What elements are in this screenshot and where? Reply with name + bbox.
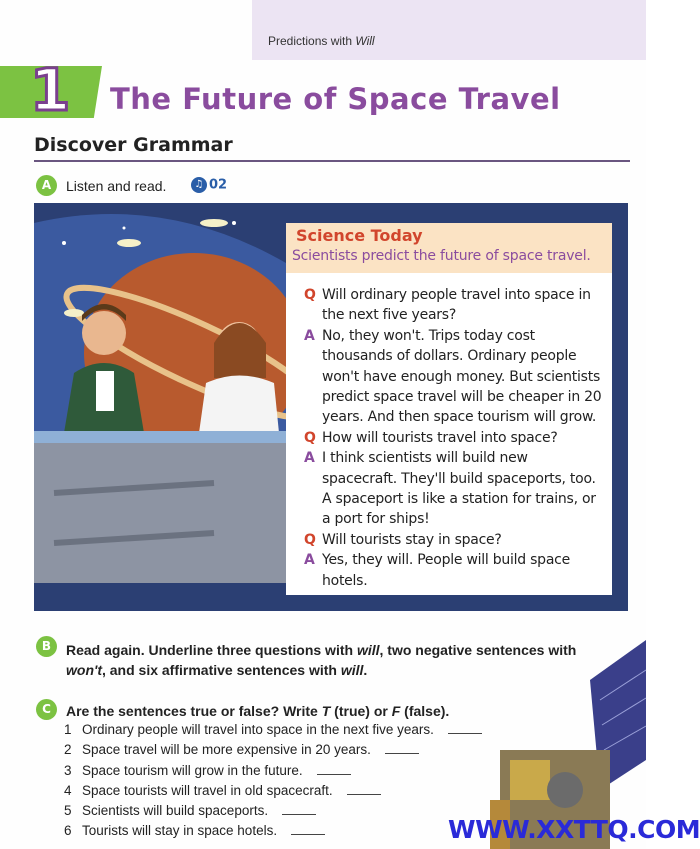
list-item: 5 Scientists will build spaceports. bbox=[64, 803, 484, 823]
list-item: 2 Space travel will be more expensive in 20 years. bbox=[64, 742, 484, 762]
answer-blank[interactable] bbox=[282, 805, 316, 815]
answer-mark-label: A bbox=[304, 450, 315, 467]
qa-line: A I think scientists will build new spacecraft. They'll build spaceports, too. A spaceport is like a station for trains, or a port for ships! bbox=[304, 450, 596, 528]
qa-line: A No, they won't. Trips today cost thousands of dollars. Ordinary people won't have enough money. But scientists predict space travel will be cheaper in 20 years. And then space tourism will grow. bbox=[304, 327, 602, 426]
answer-blank[interactable] bbox=[347, 785, 381, 795]
answer-blank[interactable] bbox=[317, 765, 351, 775]
qa-line: Q Will ordinary people travel into space in the next five years? bbox=[304, 287, 591, 324]
answer-blank[interactable] bbox=[291, 825, 325, 835]
section-title: Discover Grammar bbox=[34, 134, 233, 156]
qa-line: Q How will tourists travel into space? bbox=[304, 428, 604, 448]
reading-title: Science Today bbox=[296, 226, 423, 245]
question-mark-label: Q bbox=[304, 287, 316, 303]
exercise-c-instruction: Are the sentences true or false? Write T (true) or F (false). bbox=[66, 703, 450, 719]
space-scene-illustration bbox=[34, 203, 286, 611]
list-item: 4 Space tourists will travel in old spacecraft. bbox=[64, 783, 484, 803]
question-mark-label: Q bbox=[304, 531, 316, 548]
list-item: 1 Ordinary people will travel into space in the next five years. bbox=[64, 722, 484, 742]
interview-text bbox=[304, 285, 604, 591]
audio-track-number: 02 bbox=[209, 177, 228, 193]
reading-passage bbox=[286, 223, 612, 595]
answer-mark-label: A bbox=[304, 327, 315, 344]
answer-mark-label: A bbox=[304, 552, 315, 569]
list-item: 6 Tourists will stay in space hotels. bbox=[64, 823, 484, 843]
exercise-a-instruction: Listen and read. bbox=[66, 178, 167, 194]
exercise-a-badge: A bbox=[36, 175, 57, 196]
header-band bbox=[252, 0, 646, 60]
qa-line: Q Will tourists stay in space? bbox=[304, 530, 604, 550]
reading-header bbox=[286, 223, 612, 273]
watermark-text: WWW.XXTTQ.COM bbox=[448, 815, 700, 844]
answer-blank[interactable] bbox=[385, 744, 419, 754]
header-label: Predictions with Will bbox=[268, 34, 375, 48]
exercise-b-badge: B bbox=[36, 636, 57, 657]
audio-track-button[interactable] bbox=[191, 177, 227, 193]
exercise-c-badge: C bbox=[36, 699, 57, 720]
qa-line: A Yes, they will. People will build space hotels. bbox=[304, 552, 570, 589]
audio-icon: ♫ bbox=[191, 177, 207, 193]
list-item: 3 Space tourism will grow in the future. bbox=[64, 763, 484, 783]
question-mark-label: Q bbox=[304, 429, 316, 446]
reading-subtitle: Scientists predict the future of space travel. bbox=[292, 248, 591, 264]
section-divider bbox=[34, 160, 630, 162]
illustration-panel bbox=[34, 203, 628, 611]
true-false-list bbox=[64, 722, 484, 844]
exercise-b-instruction: Read again. Underline three questions with will, two negative sentences with won't, and six affirmative sentences with will. bbox=[66, 642, 577, 678]
unit-title: The Future of Space Travel bbox=[110, 82, 561, 116]
unit-number: 1 bbox=[30, 56, 71, 124]
